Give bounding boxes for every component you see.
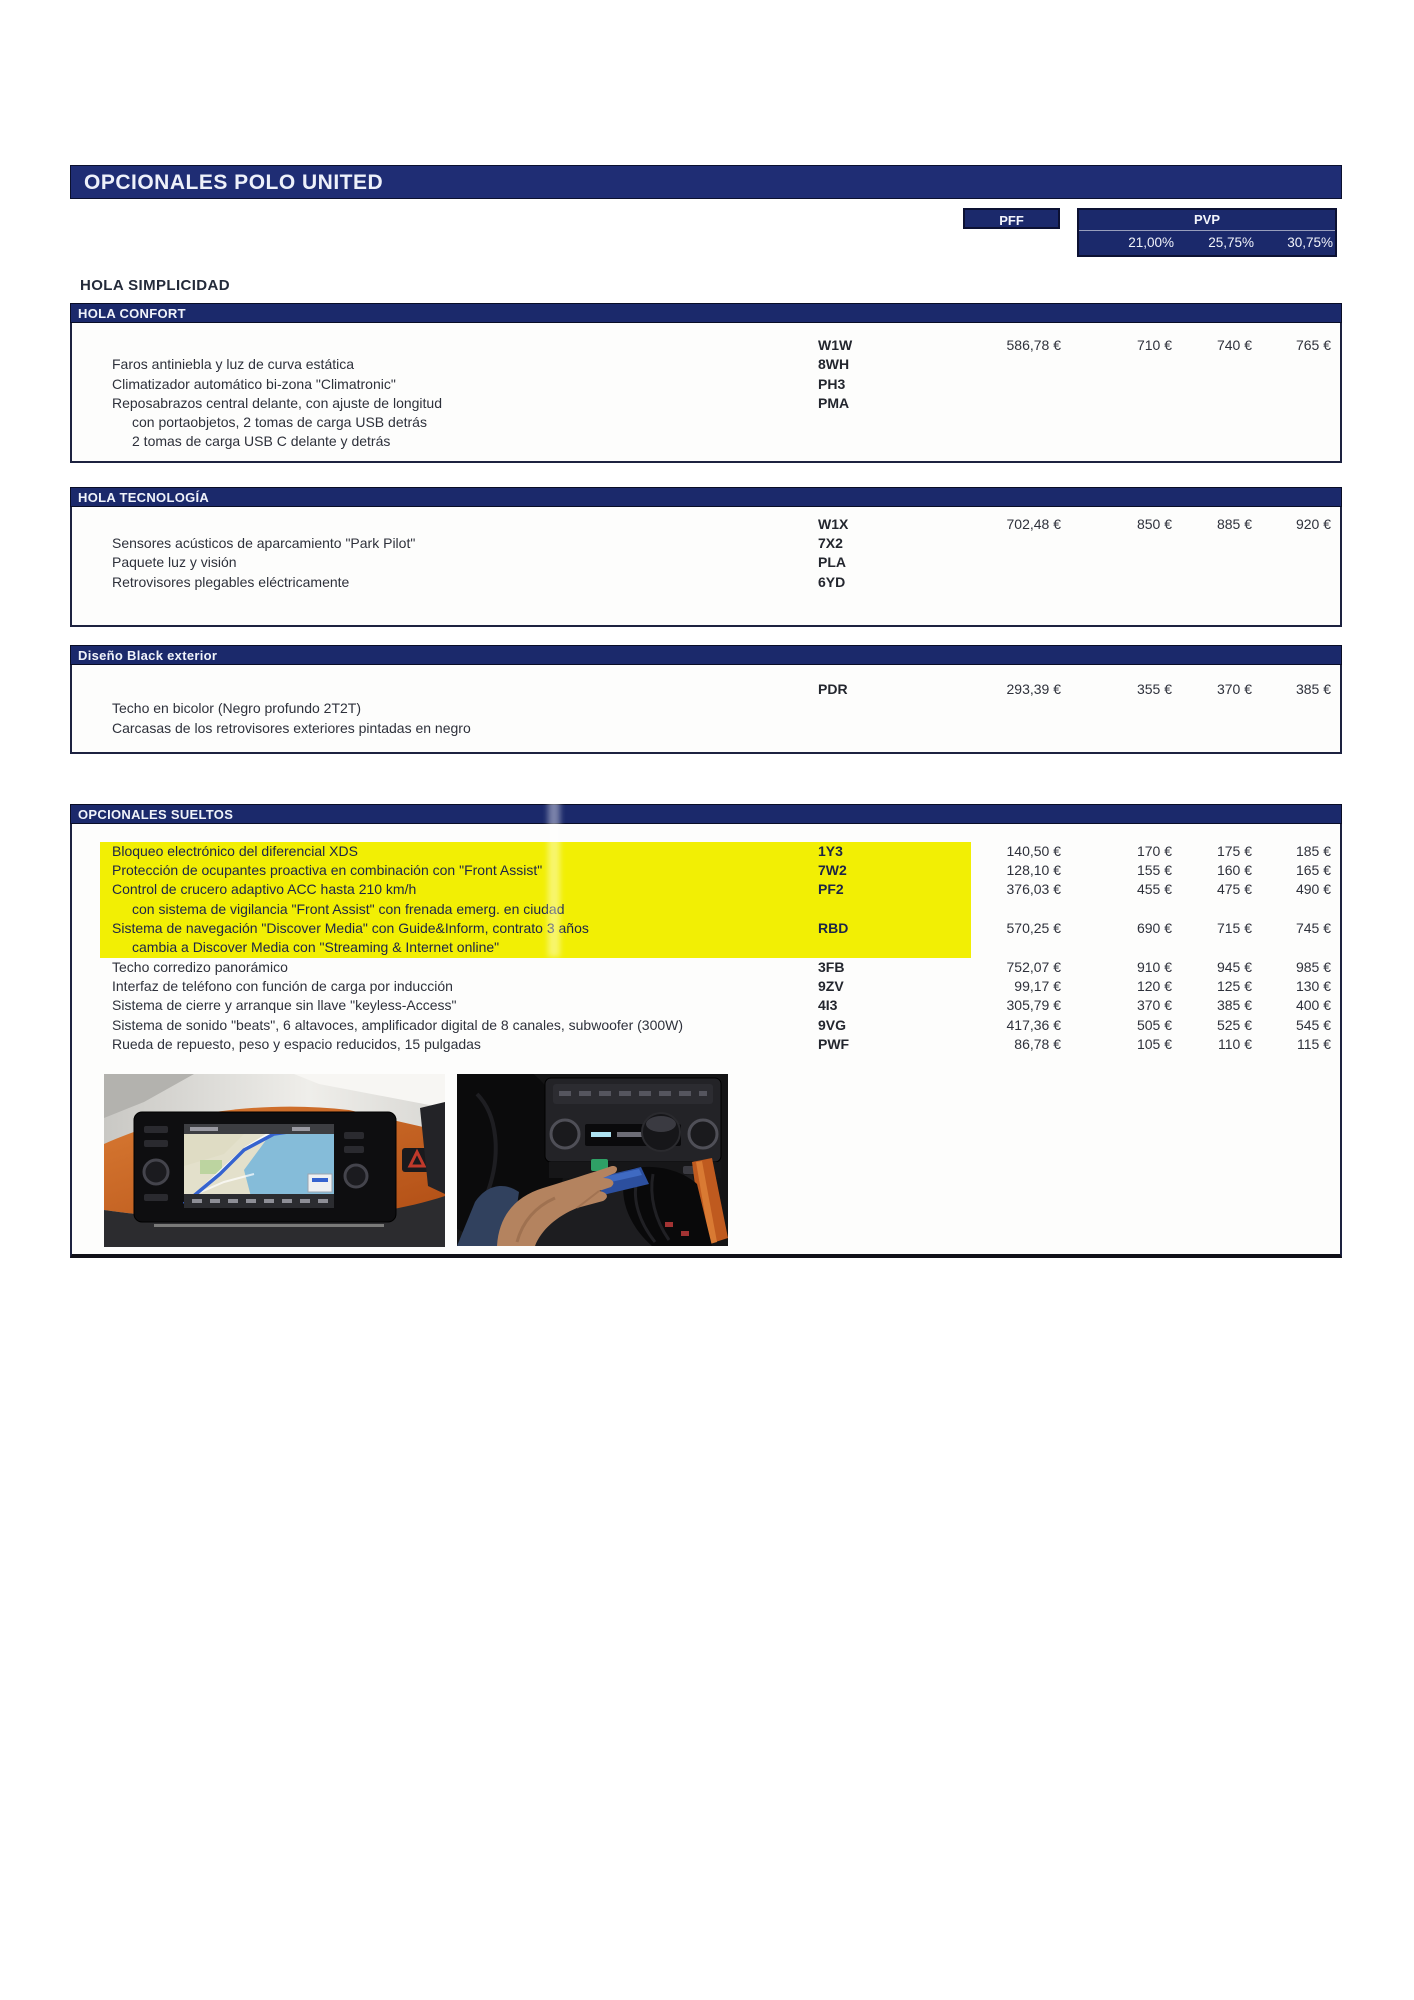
option-row [72,534,1340,553]
option-code [818,938,900,957]
option-code [818,699,900,718]
option-row [72,719,1340,738]
option-row [72,515,1340,534]
price-pvp-25 [1172,355,1252,374]
price-pvp-25 [1172,938,1252,957]
price-pvp-30 [1252,553,1331,572]
price-pvp-25 [1172,432,1252,451]
option-row [72,958,1340,977]
price-pvp-25 [1172,394,1252,413]
option-row [72,432,1340,451]
price-pvp-21 [1061,719,1172,738]
price-pvp-21 [1061,413,1172,432]
option-row [72,900,1340,919]
option-description: Retrovisores plegables eléctricamente [112,573,350,590]
price-pvp-25: 370 € [1216,680,1252,697]
option-description: cambia a Discover Media con "Streaming & Internet online" [132,939,500,956]
section-hola-confort [70,303,1342,463]
option-description: con portaobjetos, 2 tomas de carga USB detrás [132,414,427,431]
price-pvp-21: 370 € [1136,997,1172,1014]
option-code: 6YD [818,573,846,590]
section-body [72,824,1340,1254]
price-pvp-25 [1172,375,1252,394]
price-pff [900,573,1061,592]
price-pvp-21: 155 € [1136,862,1172,879]
price-pvp-25: 175 € [1216,842,1252,859]
option-row [72,977,1340,996]
model-line-title: HOLA SIMPLICIDAD [80,277,231,294]
option-code: PWF [818,1035,850,1052]
option-row [72,413,1340,432]
section-header: HOLA CONFORT [70,303,1342,323]
price-list-document [70,165,1342,1258]
pvp-label: PVP [1193,212,1220,227]
option-code: 1Y3 [818,842,843,859]
pvp-rate: 25,75% [1208,235,1254,250]
price-pvp-21 [1061,432,1172,451]
option-description: Techo en bicolor (Negro profundo 2T2T) [112,700,362,717]
option-description: Carcasas de los retrovisores exteriores pintadas en negro [112,719,471,736]
option-code: W1X [818,515,849,532]
section-body [72,507,1340,625]
option-description: Rueda de repuesto, peso y espacio reducidos, 15 pulgadas [112,1035,481,1052]
price-pff [900,394,1061,413]
price-pvp-25: 475 € [1216,881,1252,898]
option-description: Sensores acústicos de aparcamiento "Park Pilot" [112,535,416,552]
price-pvp-30: 130 € [1295,977,1331,994]
price-pvp-25: 525 € [1216,1016,1252,1033]
option-sections [70,303,1342,1258]
option-code: 3FB [818,958,845,975]
price-pff: 417,36 € [1006,1016,1061,1033]
option-code: 7X2 [818,535,843,552]
option-description: Climatizador automático bi-zona "Climatronic" [112,375,396,392]
price-pvp-30: 385 € [1295,680,1331,697]
price-pvp-25: 885 € [1216,515,1252,532]
price-pvp-30: 400 € [1295,997,1331,1014]
option-row [72,938,1340,957]
option-row [72,1016,1340,1035]
price-columns-header [70,199,1342,255]
option-description: Control de crucero adaptivo ACC hasta 210 km/h [112,881,417,898]
price-pvp-21 [1061,534,1172,553]
price-pff: 570,25 € [1006,920,1061,937]
price-pvp-21: 455 € [1136,881,1172,898]
option-code [818,719,900,738]
pvp-rate: 21,00% [1128,235,1174,250]
pvp-header [1077,208,1337,257]
price-pvp-21 [1061,394,1172,413]
price-pff: 293,39 € [1006,680,1061,697]
price-pvp-30: 165 € [1295,862,1331,879]
price-pvp-30 [1252,938,1331,957]
section-header: Diseño Black exterior [70,645,1342,665]
price-pff [900,534,1061,553]
option-code: PLA [818,554,846,571]
option-row [72,880,1340,899]
option-description: Techo corredizo panorámico [112,958,288,975]
price-pff [900,355,1061,374]
option-code: RBD [818,920,849,937]
price-pvp-21 [1061,553,1172,572]
option-row [72,1035,1340,1054]
price-pvp-25: 125 € [1216,977,1252,994]
option-code [818,413,900,432]
section-opcionales-sueltos [70,804,1342,1258]
option-code: PMA [818,394,850,411]
price-pff: 86,78 € [1014,1035,1061,1052]
price-pvp-21: 850 € [1136,515,1172,532]
price-pvp-25 [1172,573,1252,592]
price-pff: 128,10 € [1006,862,1061,879]
price-pvp-30 [1252,573,1331,592]
price-pvp-30: 745 € [1295,920,1331,937]
option-code: PH3 [818,375,846,392]
usb-gearshift-photo [457,1074,728,1246]
price-pff [900,938,1061,957]
option-row [72,375,1340,394]
option-code: W1W [818,337,853,353]
option-code: PF2 [818,881,844,898]
option-row [72,996,1340,1015]
price-pvp-30: 985 € [1295,958,1331,975]
section-diseno-black-exterior [70,645,1342,754]
price-pff [900,719,1061,738]
price-pff: 586,78 € [1006,337,1061,353]
price-pff [900,900,1061,919]
section-body [72,665,1340,752]
section-hola-tecnologia [70,487,1342,627]
option-description: Paquete luz y visión [112,554,237,571]
option-description [72,336,818,355]
price-pvp-30 [1252,394,1331,413]
price-pvp-21 [1061,375,1172,394]
price-pvp-25 [1172,719,1252,738]
option-row [72,842,1340,861]
option-row [72,861,1340,880]
price-pvp-25: 715 € [1216,920,1252,937]
price-pvp-21: 120 € [1136,977,1172,994]
pvp-rate: 30,75% [1287,235,1333,250]
interior-photos [72,1074,1340,1247]
price-pff [900,375,1061,394]
price-pvp-21 [1061,573,1172,592]
price-pff: 702,48 € [1006,515,1061,532]
navigation-display-photo [104,1074,445,1247]
section-header: OPCIONALES SUELTOS [70,804,1342,824]
option-description: Protección de ocupantes proactiva en combinación con "Front Assist" [112,862,543,879]
price-pff [900,413,1061,432]
option-code: 8WH [818,356,850,373]
option-description: Sistema de sonido "beats", 6 altavoces, amplificador digital de 8 canales, subwoofer (300W) [112,1016,684,1033]
price-pvp-21 [1061,355,1172,374]
option-description: Sistema de navegación "Discover Media" con Guide&Inform, contrato 3 años [112,920,589,937]
vat-rates-row [1079,230,1335,255]
price-pvp-30 [1252,900,1331,919]
price-pvp-21 [1061,900,1172,919]
price-pvp-25 [1172,900,1252,919]
price-pvp-30 [1252,699,1331,718]
price-pvp-30 [1252,375,1331,394]
price-pvp-30 [1252,719,1331,738]
price-pvp-30 [1252,355,1331,374]
option-code: 9ZV [818,977,844,994]
option-description [72,680,818,699]
option-description: Reposabrazos central delante, con ajuste de longitud [112,394,442,411]
price-pvp-21 [1061,699,1172,718]
price-pff: 140,50 € [1006,842,1061,859]
price-pff: 752,07 € [1006,958,1061,975]
option-description: Interfaz de teléfono con función de carga por inducción [112,977,453,994]
price-pvp-30 [1252,534,1331,553]
page-title: OPCIONALES POLO UNITED [70,165,1342,199]
price-pvp-25: 740 € [1216,337,1252,353]
option-code [818,432,900,451]
option-row [72,699,1340,718]
price-pvp-21: 710 € [1136,337,1172,353]
price-pvp-30 [1252,432,1331,451]
price-pvp-30: 920 € [1295,515,1331,532]
price-pvp-25 [1172,413,1252,432]
section-header: HOLA TECNOLOGÍA [70,487,1342,507]
option-code [818,900,900,919]
price-pvp-25: 385 € [1216,997,1252,1014]
price-pvp-30 [1252,413,1331,432]
price-pvp-30: 490 € [1295,881,1331,898]
price-pvp-21: 105 € [1136,1035,1172,1052]
price-pff [900,432,1061,451]
price-pff: 376,03 € [1006,881,1061,898]
price-pff: 99,17 € [1014,977,1061,994]
option-description: Faros antiniebla y luz de curva estática [112,356,355,373]
price-pvp-21: 355 € [1136,680,1172,697]
option-description: 2 tomas de carga USB C delante y detrás [132,433,391,450]
section-body [72,323,1340,461]
price-pff [900,699,1061,718]
price-pvp-21: 690 € [1136,920,1172,937]
price-pvp-25: 160 € [1216,862,1252,879]
price-pvp-21: 505 € [1136,1016,1172,1033]
price-pvp-21: 170 € [1136,842,1172,859]
option-description: Bloqueo electrónico del diferencial XDS [112,842,358,859]
price-pvp-30: 545 € [1295,1016,1331,1033]
price-pvp-21: 910 € [1136,958,1172,975]
price-pvp-21 [1061,938,1172,957]
price-pff [900,553,1061,572]
option-description [72,515,818,534]
option-description: con sistema de vigilancia "Front Assist" con frenada emerg. en ciudad [132,900,565,917]
price-pvp-25 [1172,699,1252,718]
price-pff: 305,79 € [1006,997,1061,1014]
option-row [72,336,1340,355]
option-code: 9VG [818,1016,847,1033]
price-pvp-25 [1172,553,1252,572]
option-row [72,355,1340,374]
price-pvp-25: 945 € [1216,958,1252,975]
option-row [72,394,1340,413]
price-pvp-30: 765 € [1295,337,1331,353]
option-row [72,919,1340,938]
option-row [72,553,1340,572]
option-code: 4I3 [818,997,838,1014]
option-description: Sistema de cierre y arranque sin llave "keyless-Access" [112,997,457,1014]
price-pvp-30: 185 € [1295,842,1331,859]
option-code: PDR [818,680,848,697]
price-pvp-30: 115 € [1297,1035,1331,1052]
price-pvp-25 [1172,534,1252,553]
option-code: 7W2 [818,862,847,879]
pff-header: PFF [963,208,1060,229]
option-row [72,680,1340,699]
option-row [72,573,1340,592]
price-pvp-25: 110 € [1218,1035,1252,1052]
